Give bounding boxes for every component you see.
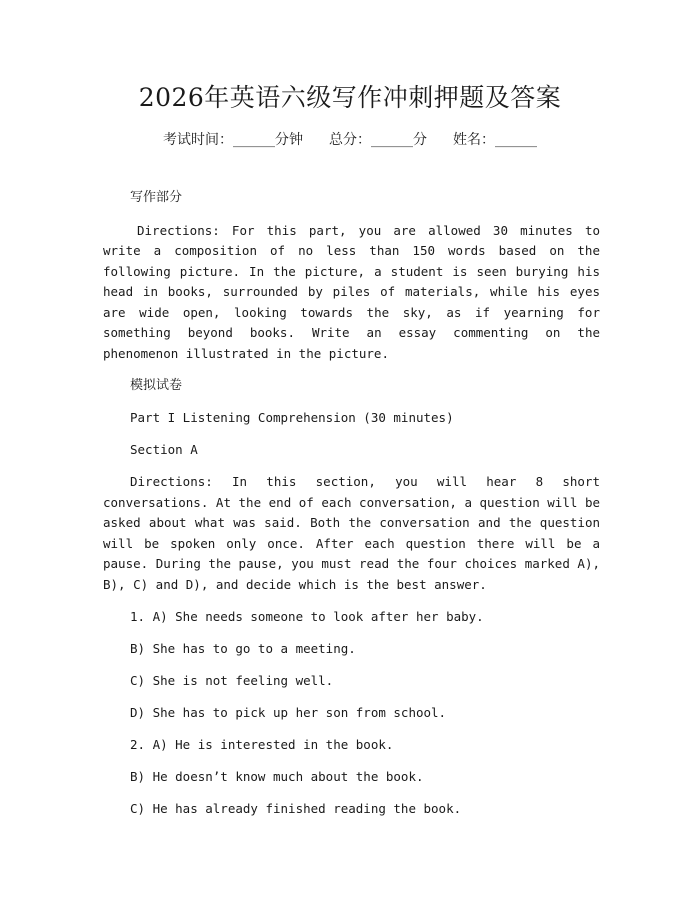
document-body [103, 188, 600, 831]
exam-time-field: 考试时间：______分钟 [163, 132, 303, 148]
total-score-field: 总分：______分 [329, 132, 427, 148]
choice-item: B) She has to go to a meeting. [130, 640, 356, 656]
exam-meta [0, 129, 700, 151]
section-title: Section A [130, 442, 198, 457]
choice-item: C) She is not feeling well. [130, 672, 334, 688]
choice-item: 2. A) He is interested in the book. [130, 736, 394, 752]
mock-exam-heading: 模拟试卷 [130, 377, 183, 393]
choice-item: 1. A) She needs someone to look after her baby. [130, 608, 484, 624]
listening-directions: Directions: In this section, you will hear 8 short conversations. At the end of each conversation, a question will be asked about what was said. Both the conversation and the question will be spoken only once. After each question there will be a pause. During the pause, you must read the four choices marked A), B), C) and D), and decide which is the best answer. [103, 474, 600, 592]
choice-item: D) She has to pick up her son from school. [130, 704, 447, 720]
writing-directions: Directions: For this part, you are allowed 30 minutes to write a composition of no less than 150 words based on the following picture. In the picture, a student is seen burying his head in books, surrounded by piles of materials, while his eyes are wide open, looking towards the sky, as if yearning for something beyond books. Write an essay commenting on the phenomenon illustrated in the picture. [103, 222, 600, 361]
document-title: 2026年英语六级写作冲刺押题及答案 [138, 83, 562, 112]
choice-item: C) He has already finished reading the book. [130, 800, 462, 816]
part-title: Part I Listening Comprehension (30 minutes) [130, 410, 454, 425]
writing-section-heading: 写作部分 [130, 190, 183, 205]
choice-item: B) He doesn’t know much about the book. [130, 768, 424, 784]
name-field: 姓名：______ [453, 132, 537, 148]
